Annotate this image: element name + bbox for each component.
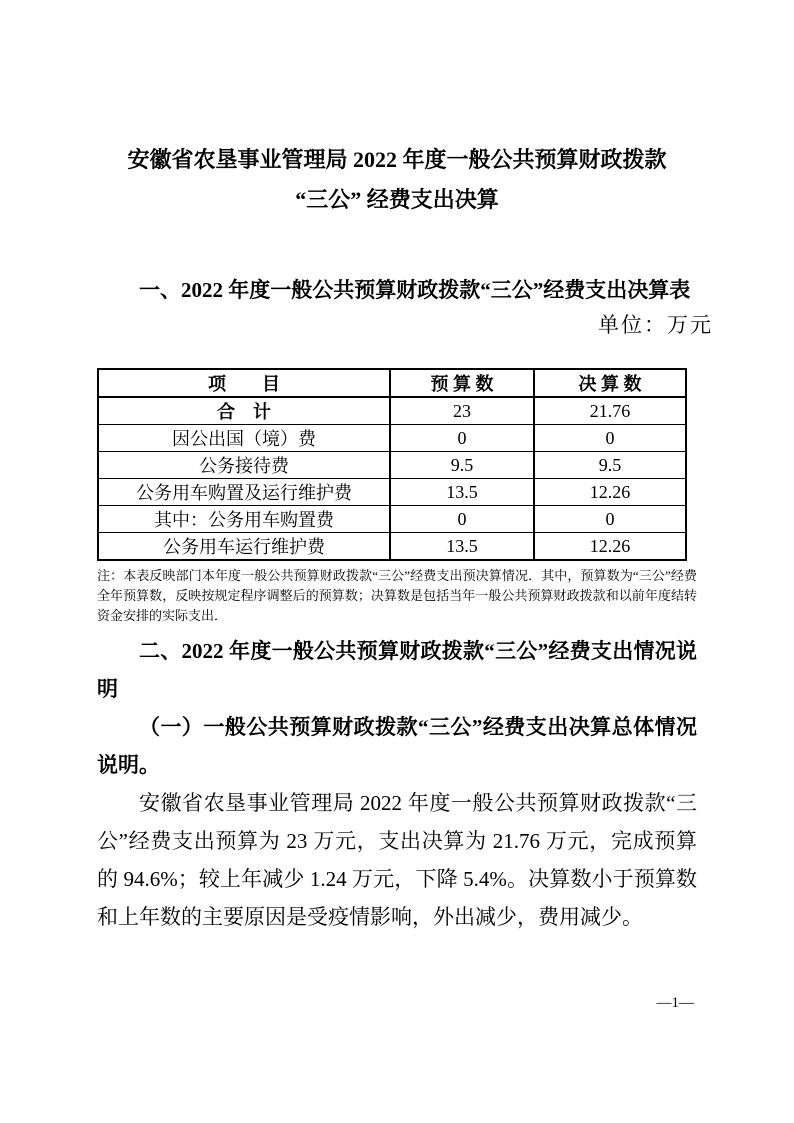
column-header-budget: 预 算 数 [390,369,534,397]
page-number: —1— [656,995,694,1011]
section2-paragraph: 安徽省农垦事业管理局 2022 年度一般公共预算财政拨款“三公”经费支出预算为 23 万元，支出决算为 21.76 万元，完成预算的 94.6%；较上年减少 1.24 万元，下降 5.4%。决算数小于预算数和上年数的主要原因是受疫情影响，外出减少，费用减少。 [97,791,697,929]
section1-heading: 一、2022 年度一般公共预算财政拨款“三公”经费支出决算表 [139,278,691,302]
section2-heading: 二、2022 年度一般公共预算财政拨款“三公”经费支出情况说明 [97,639,697,701]
item-cell: 其中：公务用车购置费 [98,506,390,533]
final-cell: 12.26 [534,533,686,561]
table-header-row [98,369,686,397]
table-row-vehicle-maintenance [98,533,686,561]
table-row-abroad [98,425,686,452]
budget-cell: 9.5 [390,452,534,479]
document-title-line2: “三公” 经费支出决算 [295,187,499,212]
section2-sub-heading: （一）一般公共预算财政拨款“三公”经费支出决算总体情况说明。 [97,715,697,777]
unit-label: 单位：万元 [598,313,713,337]
table-row-reception [98,452,686,479]
table-row-total [98,397,686,425]
column-header-item: 项 目 [98,369,390,397]
final-cell: 0 [534,425,686,452]
budget-cell: 23 [390,397,534,425]
budget-cell: 13.5 [390,479,534,506]
item-cell: 合 计 [98,397,390,425]
table-row-vehicle-total [98,479,686,506]
final-cell: 21.76 [534,397,686,425]
budget-cell: 13.5 [390,533,534,561]
document-title-line1: 安徽省农垦事业管理局 2022 年度一般公共预算财政拨款 [127,147,667,172]
item-cell: 因公出国（境）费 [98,425,390,452]
table-note: 注：本表反映部门本年度一般公共预算财政拨款“三公”经费支出预决算情况．其中，预算数为“三公”经费全年预算数，反映按规定程序调整后的预算数；决算数是包括当年一般公共预算财政拨款和以前年度结转资金安排的实际支出． [97,568,697,623]
final-cell: 12.26 [534,479,686,506]
budget-cell: 0 [390,425,534,452]
budget-table [97,368,687,561]
final-cell: 0 [534,506,686,533]
item-cell: 公务用车购置及运行维护费 [98,479,390,506]
column-header-final: 决 算 数 [534,369,686,397]
table-row-vehicle-purchase [98,506,686,533]
item-cell: 公务接待费 [98,452,390,479]
final-cell: 9.5 [534,452,686,479]
budget-cell: 0 [390,506,534,533]
document-title [97,140,697,220]
item-cell: 公务用车运行维护费 [98,533,390,561]
